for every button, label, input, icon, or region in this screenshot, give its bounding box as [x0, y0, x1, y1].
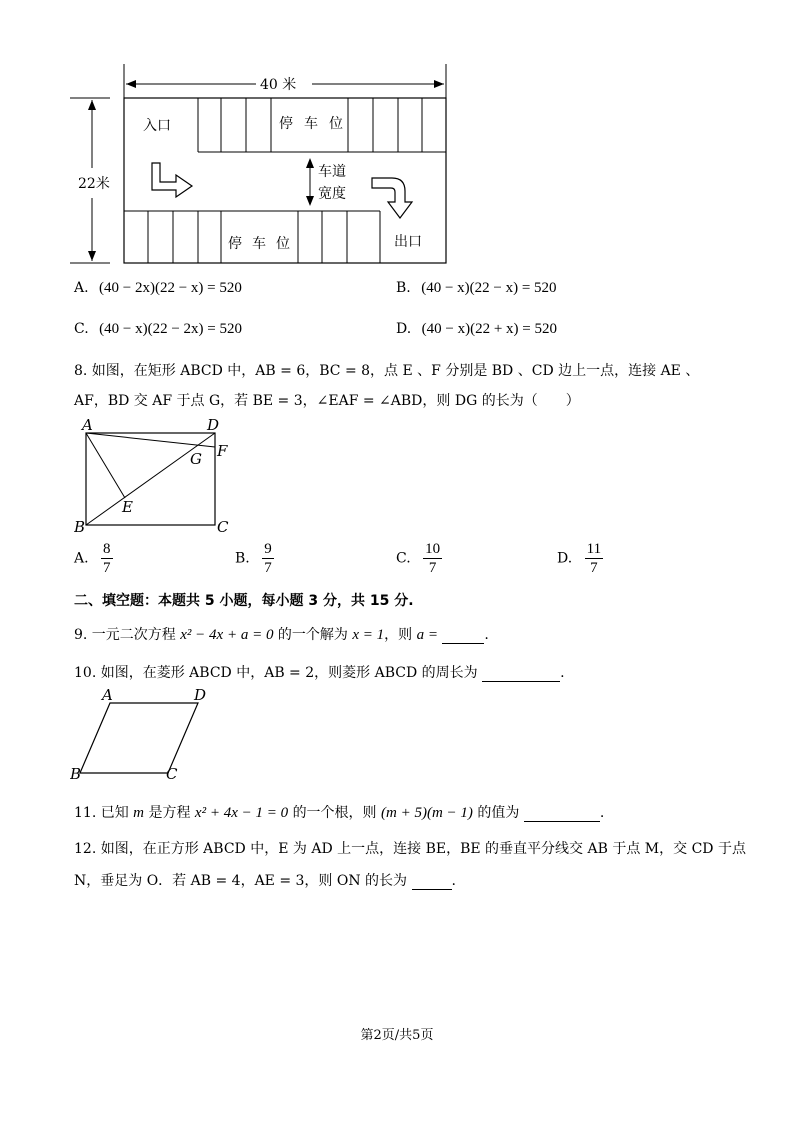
parking-top-3: 位	[329, 116, 343, 132]
option-letter: D.	[557, 550, 573, 567]
q11-pre: 11. 已知	[74, 805, 129, 821]
numerator: 10	[425, 541, 441, 557]
q10-answer-blank[interactable]	[482, 665, 560, 682]
option-letter: A.	[74, 280, 89, 296]
q11-variable: m	[133, 805, 145, 821]
q11-equation: x² + 4x − 1 = 0	[194, 805, 289, 821]
label-c: C	[217, 518, 229, 536]
q7-option-d	[396, 321, 557, 338]
label-b: B	[70, 765, 82, 782]
entrance-label: 入口	[143, 118, 171, 134]
q12-answer-blank[interactable]	[412, 873, 452, 890]
option-letter: B.	[396, 280, 411, 296]
parking-bottom-3: 位	[276, 236, 290, 252]
denominator: 7	[428, 560, 437, 576]
q12-stem-line2	[74, 870, 456, 890]
q11-end: .	[599, 805, 605, 821]
option-letter: C.	[74, 321, 89, 337]
section-heading: 二、填空题：本题共 5 小题，每小题 3 分，共 15 分.	[74, 593, 414, 609]
numerator: 9	[264, 541, 272, 557]
q11-answer-blank[interactable]	[524, 805, 600, 822]
label-d: D	[207, 416, 220, 434]
option-fraction	[262, 540, 274, 577]
parking-bottom-2: 车	[252, 236, 266, 252]
q11-mid: 是方程	[148, 805, 191, 821]
numerator: 11	[586, 541, 602, 557]
q8-stem-line2: AF，BD 交 AF 于点 G，若 BE = 3，∠EAF = ∠ABD，则 DG 的长为（ ）	[74, 393, 580, 409]
q11-mid2: 的一个根，则	[292, 805, 377, 821]
q10-stem: 10. 如图，在菱形 ABCD 中，AB = 2，则菱形 ABCD 的周长为	[74, 665, 478, 681]
width-label: 40 米	[260, 77, 297, 93]
label-a: A	[102, 686, 113, 704]
option-letter: A.	[74, 550, 89, 567]
q9-end: .	[484, 627, 489, 643]
q11	[74, 802, 604, 822]
q12-end: .	[451, 873, 456, 889]
option-letter: B.	[235, 550, 250, 567]
q11-post: 的值为	[477, 805, 520, 821]
height-label: 22米	[78, 176, 110, 192]
q10-end: .	[560, 665, 565, 681]
q8-option-d	[557, 540, 603, 577]
option-expression: (40 − x)(22 − 2x) = 520	[99, 321, 242, 337]
parking-top-1: 停	[279, 116, 293, 132]
label-e: E	[122, 498, 133, 516]
q7-option-b	[396, 280, 557, 297]
exit-label: 出口	[394, 234, 422, 250]
entrance-arrow-icon	[152, 163, 192, 197]
q9-post: ，则	[384, 627, 413, 643]
option-fraction	[423, 540, 442, 577]
option-letter: D.	[396, 321, 412, 337]
parking-bottom-1: 停	[228, 236, 242, 252]
q8-stem-line1: 8. 如图，在矩形 ABCD 中，AB = 6，BC = 8，点 E 、F 分别是 BD 、CD 边上一点，连接 AE 、	[74, 363, 700, 379]
page-footer: 第2页/共5页	[360, 1028, 434, 1043]
option-expression: (40 − x)(22 − x) = 520	[421, 280, 557, 296]
numerator: 8	[103, 541, 111, 557]
q7-option-c	[74, 321, 242, 338]
label-g: G	[190, 450, 202, 468]
q9-answer-blank[interactable]	[442, 627, 484, 644]
label-c: C	[166, 765, 178, 782]
q9-ask: a =	[416, 627, 438, 643]
lane-label-2: 宽度	[318, 186, 346, 202]
option-letter: C.	[396, 550, 411, 567]
label-b: B	[74, 518, 86, 536]
option-expression: (40 − 2x)(22 − x) = 520	[99, 280, 242, 296]
option-fraction	[585, 540, 603, 577]
q9-pre: 9. 一元二次方程	[74, 627, 176, 643]
q9-equation: x² − 4x + a = 0	[180, 627, 274, 643]
q9	[74, 624, 489, 644]
q8-option-b	[235, 540, 274, 577]
q9-solution: x = 1	[352, 627, 385, 643]
label-d: D	[194, 686, 207, 704]
option-fraction	[101, 540, 113, 577]
q12-stem-line1: 12. 如图，在正方形 ABCD 中，E 为 AD 上一点，连接 BE，BE 的垂直平分线交 AB 于点 M，交 CD 于点	[74, 841, 746, 857]
label-f: F	[217, 442, 228, 460]
q12-line2: N，垂足为 O．若 AB = 4，AE = 3，则 ON 的长为	[74, 873, 408, 889]
denominator: 7	[103, 560, 111, 576]
parking-top-2: 车	[304, 116, 318, 132]
q7-option-a	[74, 280, 242, 297]
q11-expression: (m + 5)(m − 1)	[381, 805, 473, 821]
rhombus-abcd-figure	[70, 686, 220, 782]
q10	[74, 662, 565, 682]
q8-option-a	[74, 540, 113, 577]
lane-label-1: 车道	[318, 164, 346, 180]
option-expression: (40 − x)(22 + x) = 520	[421, 321, 557, 337]
parking-lot-figure	[60, 58, 460, 273]
rectangle-abcd-figure	[74, 414, 244, 538]
exit-arrow-icon	[372, 178, 412, 218]
denominator: 7	[590, 560, 598, 576]
denominator: 7	[264, 560, 272, 576]
q9-mid: 的一个解为	[277, 627, 348, 643]
label-a: A	[82, 416, 93, 434]
q8-option-c	[396, 540, 442, 577]
